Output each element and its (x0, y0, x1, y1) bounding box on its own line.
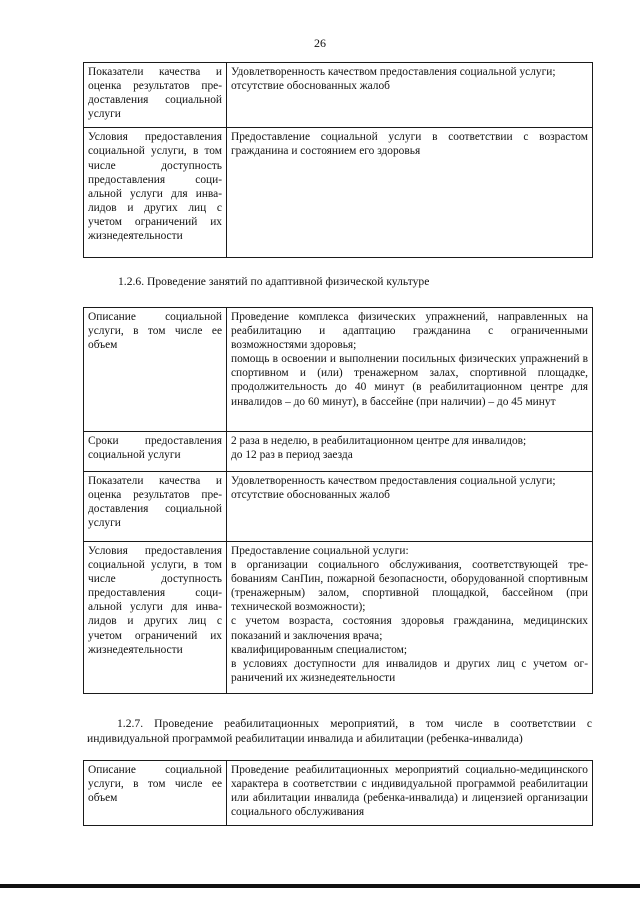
row-label-quality: Показатели качества и оценка результатов предоставления социальной услуги (84, 472, 227, 542)
row-value-conditions (227, 128, 593, 258)
row-value-terms (227, 432, 593, 472)
table-row (84, 472, 593, 542)
value-line: 2 раза в неделю, в реабилитационном центре для инвалидов; (231, 435, 527, 447)
table-rehabilitation (83, 760, 593, 826)
section-heading-1-2-7 (87, 717, 592, 746)
row-value-description (227, 308, 593, 432)
row-value-description (227, 761, 593, 826)
section-heading-text: 1.2.7. Проведение реабилитационных мероприятий, в том числе в соответствии с индивидуальной программой реабилитации инвалида и абилитации (ребенка-инвалида) (87, 717, 592, 745)
value-line: с учетом возраста, состояния здоровья гражданина, медицинских показаний и заключения врача; (231, 615, 588, 642)
value-line: Проведение реабилитационных мероприятий социально-медицинского характера в соответствии с индивидуальной программой реабилитации или абилитации инвалида (ребенка-инвалида) и лицензией организации социального обслуживания (231, 764, 588, 819)
value-line: квалифицированным специалистом; (231, 643, 408, 656)
row-value-conditions (227, 542, 593, 694)
table-row (84, 128, 593, 258)
row-label-conditions: Условия предоставления социальной услуги, в том числе доступность предоставления социальной услуги для инвалидов и других лиц с учетом ограничений их жизнедеятельности (84, 542, 227, 694)
value-line: помощь в освоении и выполнении посильных физических упражнений в спортивном и (или) тренажерном залах, спортивной площадке, продолжительность до 40 минут (в реабилитационном центре для инвалидов – до 60 минут), в бассейне (при наличии) – до 45 минут (231, 353, 588, 408)
table-row (84, 432, 593, 472)
row-value-quality (227, 472, 593, 542)
table-quality-conditions (83, 62, 593, 258)
value-line: Предоставление социальной услуги: (231, 545, 409, 557)
value-line: в условиях доступности для инвалидов и других лиц с учетом ограничений их жизнедеятельности (231, 657, 588, 684)
value-line: Удовлетворенность качеством предоставления социальной услуги; (231, 66, 556, 78)
section-heading-1-2-6: 1.2.6. Проведение занятий по адаптивной физической культуре (118, 275, 430, 288)
value-line: отсутствие обоснованных жалоб (231, 80, 390, 93)
table-row (84, 308, 593, 432)
row-label-quality: Показатели качества и оценка результатов предоставления социальной услуги (84, 63, 227, 128)
value-line: Предоставление социальной услуги в соответствии с возрастом гражданина и состоянием его здоровья (231, 131, 588, 158)
row-label-description: Описание социальной услуги, в том числе ее объем (84, 761, 227, 826)
page-number: 26 (314, 36, 326, 50)
row-value-quality (227, 63, 593, 128)
row-label-terms: Сроки предоставления социальной услуги (84, 432, 227, 472)
value-line: до 12 раз в период заезда (231, 449, 353, 462)
value-line: отсутствие обоснованных жалоб (231, 489, 390, 502)
row-label-conditions: Условия предоставления социальной услуги, в том числе доступность предоставления социальной услуги для инвалидов и других лиц с учетом ограничений их жизнедеятельности (84, 128, 227, 258)
value-line: Удовлетворенность качеством предоставления социальной услуги; (231, 475, 556, 487)
value-line: в организации социального обслуживания, соответствующей требованиям СанПин, пожарной безопасности, оборудованной спортивным (тренажерным) залом, спортивной площадкой, бассейном (при технической возможности); (231, 559, 588, 614)
scan-bottom-edge (0, 884, 640, 888)
row-label-description: Описание социальной услуги, в том числе ее объем (84, 308, 227, 432)
value-line: Проведение комплекса физических упражнений, направленных на реабилитацию и адаптацию гражданина с ограниченными возможностями здоровья; (231, 311, 588, 352)
table-row (84, 761, 593, 826)
table-row (84, 542, 593, 694)
table-row (84, 63, 593, 128)
table-adaptive-physical-culture (83, 307, 593, 694)
